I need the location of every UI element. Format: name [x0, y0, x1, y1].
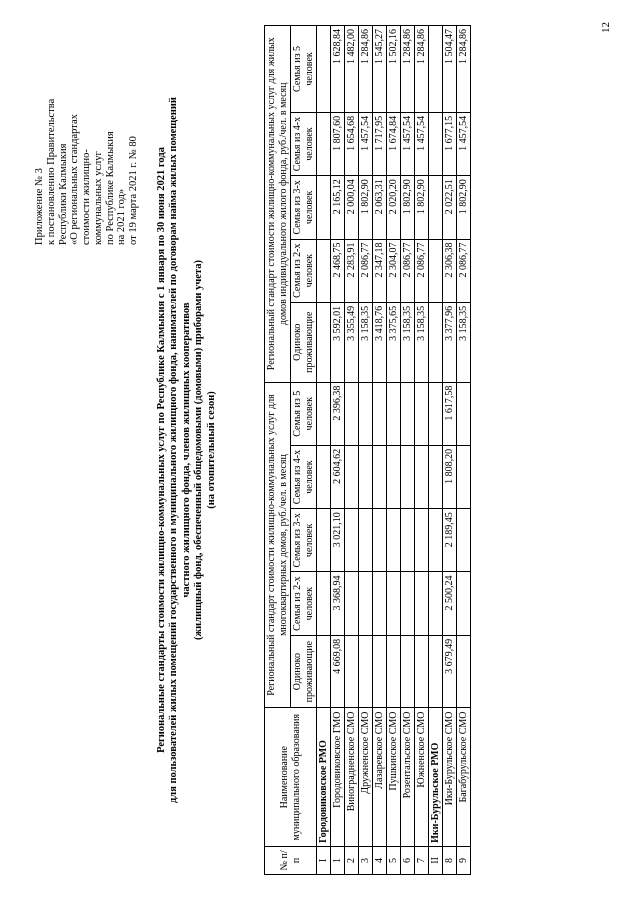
- empty-cell: [429, 382, 443, 445]
- municipality-name: Городовиковское ГМО: [331, 708, 345, 846]
- col-header-mkd: Семья из 4-х человек: [291, 445, 317, 508]
- igs-value: 3 418,76: [373, 302, 387, 382]
- igs-value: 2 086,77: [359, 239, 373, 302]
- mkd-value: [359, 509, 373, 572]
- empty-cell: [317, 176, 331, 239]
- mkd-value: [387, 572, 401, 635]
- empty-cell: [429, 635, 443, 708]
- igs-value: 1 284,86: [415, 26, 429, 113]
- mkd-value: [401, 635, 415, 708]
- mkd-value: [401, 509, 415, 572]
- appendix-line: стоимости жилищно-: [81, 149, 92, 245]
- igs-value: 2 304,07: [387, 239, 401, 302]
- group-header-igs: Региональный стандарт стоимости жилищно-коммунальных услуг для жилых домов индивидуального жилого фонда, руб./чел. в месяц: [265, 26, 291, 383]
- igs-value: 1 457,54: [359, 112, 373, 175]
- title-line: для пользователей жилых помещений государственного и муниципального жилищного фонда, нанимателей по договорам найма жилых помещений: [168, 97, 180, 803]
- table-row: [387, 26, 401, 875]
- municipality-name: Виноградненское СМО: [345, 708, 359, 846]
- header-row-1: [265, 26, 291, 875]
- igs-value: 2 306,38: [443, 239, 457, 302]
- page-number: 12: [600, 22, 612, 33]
- empty-cell: [317, 239, 331, 302]
- row-number: 4: [373, 846, 387, 874]
- igs-value: 1 284,86: [359, 26, 373, 113]
- igs-value: 1 807,60: [331, 112, 345, 175]
- empty-cell: [429, 572, 443, 635]
- appendix-line: на 2021 год»: [116, 188, 128, 245]
- appendix-line: от 19 марта 2021 г. № 80: [128, 136, 139, 245]
- empty-cell: [429, 445, 443, 508]
- mkd-value: [373, 509, 387, 572]
- row-number: 7: [415, 846, 429, 874]
- mkd-value: [345, 572, 359, 635]
- mkd-value: [387, 509, 401, 572]
- igs-value: 1 654,68: [345, 112, 359, 175]
- empty-cell: [429, 26, 443, 113]
- mkd-value: [457, 572, 471, 635]
- igs-value: 1 802,90: [359, 176, 373, 239]
- mkd-value: [401, 382, 415, 445]
- mkd-value: [457, 509, 471, 572]
- municipality-name: Пушкинское СМО: [387, 708, 401, 846]
- mkd-value: [359, 382, 373, 445]
- col-header-mkd: Семья из 5 человек: [291, 382, 317, 445]
- igs-value: 3 355,49: [345, 302, 359, 382]
- mkd-value: [345, 635, 359, 708]
- mkd-value: [415, 635, 429, 708]
- igs-value: 3 158,35: [401, 302, 415, 382]
- appendix-line: Республики Калмыкия: [57, 143, 69, 245]
- empty-cell: [429, 176, 443, 239]
- col-header-igs: Семья из 4-х человек: [291, 112, 317, 175]
- igs-value: 3 158,35: [359, 302, 373, 382]
- empty-cell: [317, 302, 331, 382]
- igs-value: 2 086,77: [401, 239, 415, 302]
- empty-cell: [429, 302, 443, 382]
- col-header-igs: Семья из 2-х человек: [291, 239, 317, 302]
- appendix-line: коммунальных услуг: [92, 151, 104, 245]
- mkd-value: [401, 572, 415, 635]
- municipality-name: Розенталъское СМО: [401, 708, 415, 846]
- col-header-mkd: Одиноко проживающие: [291, 635, 317, 708]
- mkd-value: 1 617,58: [443, 382, 457, 445]
- col-header-igs: Семья из 3-х человек: [291, 176, 317, 239]
- mkd-value: [373, 445, 387, 508]
- mkd-value: 3 679,49: [443, 635, 457, 708]
- col-header-igs: Одиноко проживающие: [291, 302, 317, 382]
- mkd-value: [415, 509, 429, 572]
- igs-value: 2 468,75: [331, 239, 345, 302]
- mkd-value: 3 368,94: [331, 572, 345, 635]
- municipality-name: Дружненское СМО: [359, 708, 373, 846]
- appendix-line: к постановлению Правительства: [45, 98, 57, 245]
- mkd-value: [401, 445, 415, 508]
- igs-value: 1 717,95: [373, 112, 387, 175]
- empty-cell: [317, 635, 331, 708]
- igs-value: 2 347,18: [373, 239, 387, 302]
- mkd-value: [457, 382, 471, 445]
- row-number: II: [429, 846, 443, 874]
- mkd-value: [359, 445, 373, 508]
- empty-cell: [429, 239, 443, 302]
- igs-value: 1 504,47: [443, 26, 457, 113]
- mkd-value: [345, 382, 359, 445]
- mkd-value: 4 669,08: [331, 635, 345, 708]
- mkd-value: [373, 635, 387, 708]
- mkd-value: 2 189,45: [443, 509, 457, 572]
- rotated-page-content: [20, 15, 620, 885]
- igs-value: 3 592,01: [331, 302, 345, 382]
- title-line: (жилищный фонд, обеспеченный общедомовыми (домовыми) приборами учета): [193, 260, 205, 640]
- municipality-name: Ики-Бурульское СМО: [443, 708, 457, 846]
- table-row: [331, 26, 345, 875]
- col-header-mkd: Семья из 2-х человек: [291, 572, 317, 635]
- title-line: частного жилищного фонда, членов жилищных кооперативов: [180, 302, 192, 598]
- row-number: 1: [331, 846, 345, 874]
- mkd-value: [415, 382, 429, 445]
- igs-value: 3 158,35: [457, 302, 471, 382]
- appendix-line: Приложение № 3: [34, 168, 45, 245]
- igs-value: 1 457,54: [401, 112, 415, 175]
- igs-value: 1 482,00: [345, 26, 359, 113]
- mkd-value: [359, 635, 373, 708]
- igs-value: 3 158,35: [415, 302, 429, 382]
- empty-cell: [317, 445, 331, 508]
- table-row: [415, 26, 429, 875]
- mkd-value: [415, 572, 429, 635]
- title-line: (на отопительный сезон): [205, 391, 217, 509]
- empty-cell: [317, 572, 331, 635]
- col-header-igs: Семья из 5 человек: [291, 26, 317, 113]
- igs-value: 1 457,54: [415, 112, 429, 175]
- igs-value: 1 457,54: [457, 112, 471, 175]
- mkd-value: [387, 382, 401, 445]
- col-header-mkd: Семья из 3-х человек: [291, 509, 317, 572]
- igs-value: 1 545,27: [373, 26, 387, 113]
- table-row: [443, 26, 457, 875]
- mkd-value: 1 808,20: [443, 445, 457, 508]
- table-row: [457, 26, 471, 875]
- appendix-note: [34, 25, 140, 245]
- igs-value: 2 000,04: [345, 176, 359, 239]
- mkd-value: [415, 445, 429, 508]
- mkd-value: [373, 382, 387, 445]
- standards-table: [264, 25, 471, 875]
- igs-value: 1 677,15: [443, 112, 457, 175]
- mkd-value: 2 604,62: [331, 445, 345, 508]
- mkd-value: 2 396,38: [331, 382, 345, 445]
- appendix-line: «О региональных стандартах: [69, 114, 81, 245]
- row-number: 6: [401, 846, 415, 874]
- igs-value: 2 086,77: [415, 239, 429, 302]
- row-number: 9: [457, 846, 471, 874]
- igs-value: 2 165,12: [331, 176, 345, 239]
- mkd-value: 3 021,10: [331, 509, 345, 572]
- table-row: [359, 26, 373, 875]
- igs-value: 1 674,84: [387, 112, 401, 175]
- mkd-value: [387, 635, 401, 708]
- col-header-name: Наименование муниципального образования: [265, 708, 317, 846]
- row-number: I: [317, 846, 331, 874]
- appendix-line: по Республике Калмыкия: [104, 131, 116, 245]
- title-line: Региональные стандарты стоимости жилищно-коммунальных услуг по Республике Калмыкия с 1 января по 30 июня 2021 года: [156, 147, 167, 753]
- mkd-value: [457, 635, 471, 708]
- group-name: Ики-Бурульское РМО: [429, 708, 443, 846]
- municipality-name: Лазаревское СМО: [373, 708, 387, 846]
- document-title: [156, 55, 218, 845]
- group-row: [317, 26, 331, 875]
- table-row: [345, 26, 359, 875]
- igs-value: 2 283,91: [345, 239, 359, 302]
- igs-value: 2 020,20: [387, 176, 401, 239]
- row-number: 2: [345, 846, 359, 874]
- mkd-value: [359, 572, 373, 635]
- igs-value: 1 628,84: [331, 26, 345, 113]
- empty-cell: [429, 509, 443, 572]
- igs-value: 2 086,77: [457, 239, 471, 302]
- igs-value: 3 375,65: [387, 302, 401, 382]
- table-row: [373, 26, 387, 875]
- igs-value: 3 377,96: [443, 302, 457, 382]
- empty-cell: [429, 112, 443, 175]
- mkd-value: [373, 572, 387, 635]
- table-body: [317, 26, 471, 875]
- mkd-value: [387, 445, 401, 508]
- igs-value: 2 022,51: [443, 176, 457, 239]
- mkd-value: [345, 445, 359, 508]
- igs-value: 1 502,16: [387, 26, 401, 113]
- mkd-value: [345, 509, 359, 572]
- empty-cell: [317, 382, 331, 445]
- igs-value: 2 063,31: [373, 176, 387, 239]
- row-number: 3: [359, 846, 373, 874]
- municipality-name: Южненское СМО: [415, 708, 429, 846]
- igs-value: 1 802,90: [401, 176, 415, 239]
- empty-cell: [317, 509, 331, 572]
- table-row: [401, 26, 415, 875]
- igs-value: 1 802,90: [415, 176, 429, 239]
- group-row: [429, 26, 443, 875]
- empty-cell: [317, 112, 331, 175]
- col-header-no: № п/п: [265, 846, 317, 874]
- mkd-value: [457, 445, 471, 508]
- igs-value: 1 284,86: [457, 26, 471, 113]
- row-number: 5: [387, 846, 401, 874]
- empty-cell: [317, 26, 331, 113]
- group-header-mkd: Региональный стандарт стоимости жилищно-коммунальных услуг для многоквартирных домов, руб./чел. в месяц: [265, 382, 291, 708]
- igs-value: 1 284,86: [401, 26, 415, 113]
- municipality-name: Багабурульское СМО: [457, 708, 471, 846]
- mkd-value: 2 500,24: [443, 572, 457, 635]
- group-name: Городовиковское РМО: [317, 708, 331, 846]
- igs-value: 1 802,90: [457, 176, 471, 239]
- row-number: 8: [443, 846, 457, 874]
